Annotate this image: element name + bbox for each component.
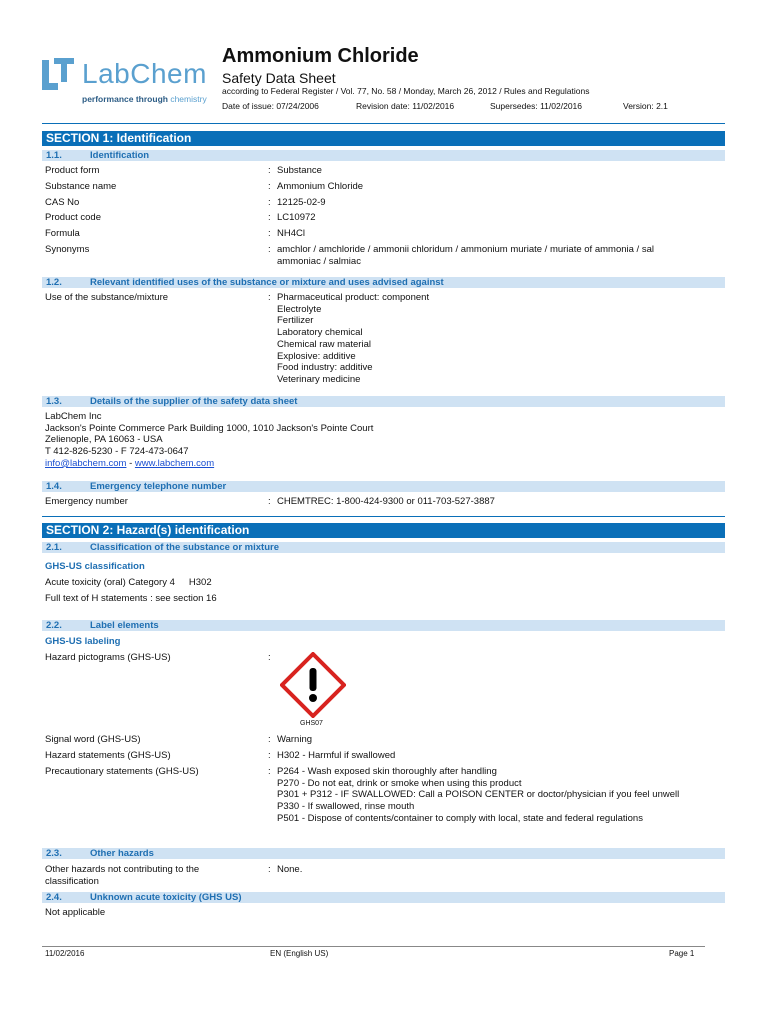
use-item: Chemical raw material bbox=[277, 338, 371, 350]
label-synonyms: Synonyms bbox=[45, 244, 90, 255]
full-text-note: Full text of H statements : see section 16 bbox=[45, 593, 217, 604]
label-signal-word: Signal word (GHS-US) bbox=[45, 734, 141, 745]
footer-date: 11/02/2016 bbox=[45, 949, 85, 958]
version: Version: 2.1 bbox=[623, 101, 668, 111]
precautions-list bbox=[277, 766, 687, 825]
value-signal-word: Warning bbox=[277, 734, 313, 745]
label-use: Use of the substance/mixture bbox=[45, 292, 169, 303]
precaution-item: P301 + P312 - IF SWALLOWED: Call a POISON CENTER or doctor/physician if you feel unwell bbox=[277, 789, 680, 801]
value-product-form: Substance bbox=[277, 165, 322, 176]
ghs-labeling-heading: GHS-US labeling bbox=[45, 636, 121, 647]
label-formula: Formula bbox=[45, 228, 80, 239]
label-cas-no: CAS No bbox=[45, 197, 80, 208]
value-other-hazards: None. bbox=[277, 864, 303, 875]
acute-toxicity: Acute toxicity (oral) Category 4 H302 bbox=[45, 577, 212, 588]
logo-tagline: performance through chemistry bbox=[82, 94, 207, 104]
section-1-header: SECTION 1: Identification bbox=[42, 131, 725, 146]
label-product-code: Product code bbox=[45, 212, 101, 223]
value-emergency: CHEMTREC: 1-800-424-9300 or 011-703-527-3887 bbox=[277, 496, 495, 507]
ghs-classification-heading: GHS-US classification bbox=[45, 561, 145, 572]
supplier-website-link[interactable]: www.labchem.com bbox=[134, 457, 215, 469]
use-item: Fertilizer bbox=[277, 315, 314, 327]
document-title: Ammonium Chloride bbox=[222, 45, 419, 67]
value-synonyms: amchlor / amchloride / ammonii chloridum / ammonium muriate / muriate of ammonia / sal ammoniac / salmiac bbox=[277, 244, 654, 267]
value-product-code: LC10972 bbox=[277, 212, 316, 223]
supplier-address-1: Jackson's Pointe Commerce Park Building 1000, 1010 Jackson's Pointe Court bbox=[45, 422, 374, 434]
use-item: Food industry: additive bbox=[277, 362, 373, 374]
subsection-1-4: 1.4. Emergency telephone number bbox=[42, 481, 725, 492]
precaution-item: P270 - Do not eat, drink or smoke when using this product bbox=[277, 777, 522, 789]
use-item: Veterinary medicine bbox=[277, 373, 361, 385]
value-hazard-statements: H302 - Harmful if swallowed bbox=[277, 750, 396, 761]
supplier-name: LabChem Inc bbox=[45, 411, 102, 422]
ghs07-exclamation-icon bbox=[280, 652, 346, 718]
regulation-reference: according to Federal Register / Vol. 77, No. 58 / Monday, March 26, 2012 / Rules and Regulations bbox=[222, 86, 590, 96]
pictogram-caption: GHS07 bbox=[300, 720, 323, 727]
subsection-2-3: 2.3. Other hazards bbox=[42, 848, 725, 859]
subsection-2-4: 2.4. Unknown acute toxicity (GHS US) bbox=[42, 892, 725, 903]
footer-page-number: Page 1 bbox=[669, 949, 695, 958]
supersedes: Supersedes: 11/02/2016 bbox=[490, 101, 582, 111]
section-top-rule bbox=[42, 123, 725, 124]
label-pictograms: Hazard pictograms (GHS-US) bbox=[45, 652, 171, 663]
use-item: Laboratory chemical bbox=[277, 327, 363, 339]
footer-rule bbox=[42, 946, 705, 947]
use-item: Electrolyte bbox=[277, 303, 322, 315]
date-of-issue: Date of issue: 07/24/2006 bbox=[222, 101, 319, 111]
value-cas-no: 12125-02-9 bbox=[277, 197, 326, 208]
supplier-block: LabChem Inc Jackson's Pointe Commerce Park Building 1000, 1010 Jackson's Pointe Court Zelienople, PA 16063 - USA T 412-826-5230 - F 724-473-0647 info@labchem.com - www.labchem.com bbox=[45, 411, 374, 469]
label-hazard-statements: Hazard statements (GHS-US) bbox=[45, 750, 171, 761]
label-substance-name: Substance name bbox=[45, 181, 117, 192]
precaution-item: P501 - Dispose of contents/container to comply with local, state and federal regulations bbox=[277, 812, 643, 824]
precaution-item: P330 - If swallowed, rinse mouth bbox=[277, 801, 415, 813]
use-item: Pharmaceutical product: component bbox=[277, 292, 430, 303]
footer-language: EN (English US) bbox=[270, 949, 329, 958]
document-subtitle: Safety Data Sheet bbox=[222, 70, 336, 86]
value-formula: NH4Cl bbox=[277, 228, 305, 239]
label-product-form: Product form bbox=[45, 165, 100, 176]
label-emergency: Emergency number bbox=[45, 496, 128, 507]
logo-text: LabChem bbox=[82, 58, 207, 89]
value-substance-name: Ammonium Chloride bbox=[277, 181, 364, 192]
subsection-1-1: 1.1. Identification bbox=[42, 150, 725, 161]
subsection-1-3: 1.3. Details of the supplier of the safety data sheet bbox=[42, 396, 725, 407]
uses-list bbox=[277, 292, 707, 386]
subsection-2-2: 2.2. Label elements bbox=[42, 620, 725, 631]
revision-date: Revision date: 11/02/2016 bbox=[356, 101, 455, 111]
section-2-header: SECTION 2: Hazard(s) identification bbox=[42, 523, 725, 538]
precaution-item: P264 - Wash exposed skin thoroughly after handling bbox=[277, 766, 497, 777]
subsection-1-2: 1.2. Relevant identified uses of the substance or mixture and uses advised against bbox=[42, 277, 725, 288]
section-rule bbox=[42, 516, 725, 517]
label-other-hazards: Other hazards not contributing to the classification bbox=[45, 864, 200, 887]
label-precautionary-statements: Precautionary statements (GHS-US) bbox=[45, 766, 199, 777]
supplier-email-link[interactable]: info@labchem.com bbox=[45, 457, 127, 469]
use-item: Explosive: additive bbox=[277, 350, 356, 362]
supplier-phone: T 412-826-5230 - F 724-473-0647 bbox=[45, 446, 189, 458]
subsection-2-1: 2.1. Classification of the substance or mixture bbox=[42, 542, 725, 553]
not-applicable-text: Not applicable bbox=[45, 907, 106, 918]
supplier-address-2: Zelienople, PA 16063 - USA bbox=[45, 434, 163, 446]
labchem-logo-icon bbox=[42, 58, 74, 92]
